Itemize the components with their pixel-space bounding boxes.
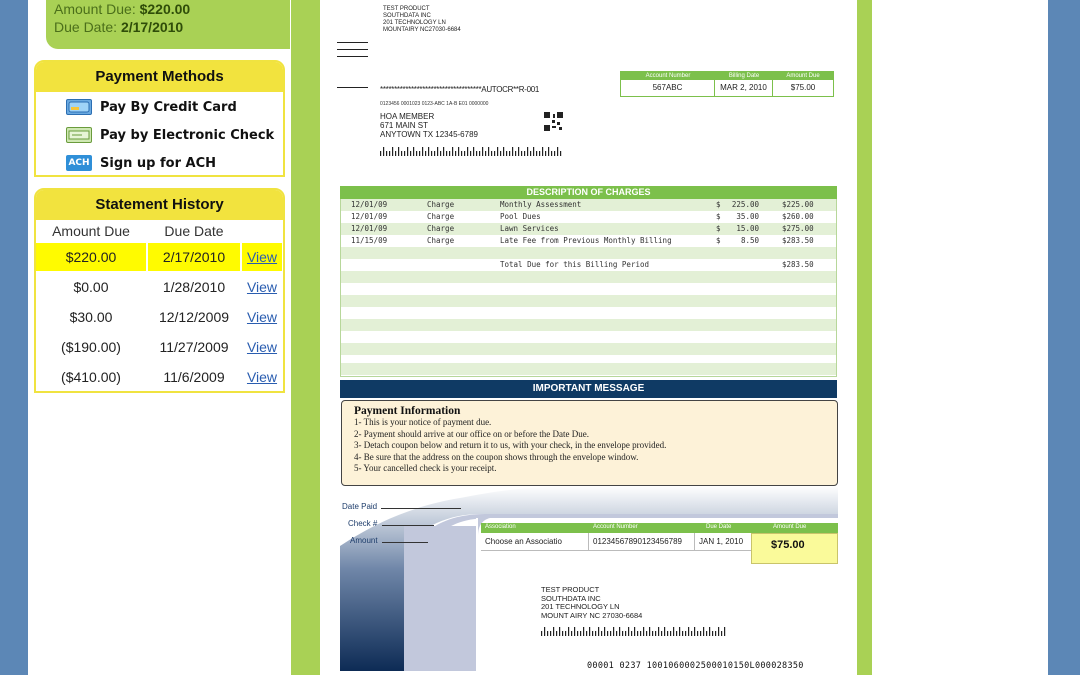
barcode-bar (652, 631, 653, 636)
barcode-bar (419, 151, 420, 156)
barcode-bar (518, 147, 519, 156)
barcode-bar (536, 151, 537, 156)
barcode-bar (622, 631, 623, 636)
barcode-bar (515, 151, 516, 156)
barcode-bar (551, 151, 552, 156)
barcode-bar (482, 147, 483, 156)
barcode-bar (554, 151, 555, 156)
amount-field[interactable]: Amount (350, 536, 428, 545)
due-date-line: Due Date: 2/17/2010 (54, 19, 184, 35)
statement-history-title: Statement History (36, 190, 283, 220)
charges-total-row: Total Due for this Billing Period $283.50 (500, 260, 814, 269)
barcode-bar (580, 631, 581, 636)
barcode-bar (440, 151, 441, 156)
coupon-account-number: 0123456789012345678​9 (593, 537, 682, 546)
barcode-bar (553, 627, 554, 636)
barcode-bar (685, 631, 686, 636)
barcode-bar (724, 627, 725, 636)
barcode-bar (506, 151, 507, 156)
barcode-bar (709, 627, 710, 636)
view-statement-link[interactable]: View (246, 249, 278, 265)
barcode-bar (544, 627, 545, 636)
barcode-bar (389, 151, 390, 156)
barcode-bar (682, 631, 683, 636)
barcode-bar (491, 151, 492, 156)
barcode-bar (413, 147, 414, 156)
barcode-bar (416, 151, 417, 156)
barcode-bar (577, 631, 578, 636)
fold-mark (337, 56, 368, 57)
barcode-bar (548, 147, 549, 156)
barcode-bar (383, 147, 384, 156)
barcode-bar (437, 147, 438, 156)
amount-due-line: Amount Due: $220.00 (54, 1, 191, 17)
barcode-bar (583, 627, 584, 636)
barcode-bar (607, 631, 608, 636)
barcode-bar (541, 631, 542, 636)
barcode-bar (718, 627, 719, 636)
barcode-bar (485, 151, 486, 156)
payment-methods-title: Payment Methods (36, 62, 283, 92)
association-select[interactable]: Choose an Associatio (485, 537, 562, 546)
barcode-bar (589, 627, 590, 636)
barcode-bar (640, 631, 641, 636)
barcode-bar (628, 627, 629, 636)
barcode-bar (545, 151, 546, 156)
charges-title: DESCRIPTION OF CHARGES (340, 186, 837, 199)
barcode-bar (467, 147, 468, 156)
barcode-bar (694, 627, 695, 636)
barcode-bar (592, 631, 593, 636)
barcode-bar (676, 631, 677, 636)
barcode-bar (568, 627, 569, 636)
barcode-bar (401, 151, 402, 156)
barcode-bar (655, 631, 656, 636)
credit-card-icon (66, 99, 92, 115)
barcode-bar (479, 151, 480, 156)
barcode-bar (422, 147, 423, 156)
barcode-bar (664, 627, 665, 636)
history-row: $0.00 1/28/2010 View (73, 279, 278, 295)
payment-methods-panel (34, 60, 285, 177)
ach-icon: ACH (66, 155, 92, 171)
scanline-small: 0123456 0001023 0123-ABC 1A-B E01 0000000 (380, 101, 489, 107)
barcode-bar (595, 631, 596, 636)
barcode-bar (476, 151, 477, 156)
barcode-bar (661, 631, 662, 636)
date-paid-field[interactable]: Date Paid (342, 502, 461, 511)
barcode-bar (407, 147, 408, 156)
amount-due-table-value: $75.00 (790, 83, 816, 92)
barcode-bar (533, 147, 534, 156)
barcode-bar (559, 627, 560, 636)
barcode-bar (610, 631, 611, 636)
barcode-bar (691, 631, 692, 636)
barcode-bar (527, 147, 528, 156)
coupon-swoosh-graphic (340, 486, 838, 675)
barcode-bar (380, 151, 381, 156)
barcode-bar (443, 147, 444, 156)
barcode-bar (586, 631, 587, 636)
barcode-bar (434, 151, 435, 156)
sign-up-ach-link[interactable]: ACH Sign up for ACH (36, 149, 283, 177)
barcode-bar (512, 147, 513, 156)
barcode-bar (470, 151, 471, 156)
barcode-bar (658, 627, 659, 636)
barcode-bar (646, 631, 647, 636)
barcode-bar (625, 631, 626, 636)
barcode-bar (700, 631, 701, 636)
amount-due-value: $220.00 (139, 1, 191, 17)
barcode-bar (395, 151, 396, 156)
return-postal-barcode (541, 627, 727, 636)
barcode-bar (598, 627, 599, 636)
pay-credit-card-link[interactable]: Pay By Credit Card (36, 93, 283, 121)
barcode-bar (604, 627, 605, 636)
history-row: $30.00 12/12/2009 View (69, 309, 278, 325)
barcode-bar (497, 147, 498, 156)
view-statement-link[interactable]: View (246, 279, 278, 295)
history-row: ($190.00) 11/27/2009 View (61, 339, 278, 355)
history-row: ($410.00) 11/6/2009 View (61, 369, 278, 385)
barcode-bar (556, 631, 557, 636)
barcode-bar (673, 627, 674, 636)
barcode-bar (464, 151, 465, 156)
barcode-bar (565, 631, 566, 636)
barcode-bar (721, 631, 722, 636)
barcode-bar (550, 631, 551, 636)
coupon-header: Association Account Number Due Date Amount Due (481, 523, 838, 533)
barcode-bar (634, 627, 635, 636)
payment-information-title: Payment Information (354, 405, 461, 417)
coupon-due-date: JAN 1, 2010 (699, 537, 744, 546)
barcode-bar (697, 631, 698, 636)
barcode-bar (494, 151, 495, 156)
barcode-bar (706, 631, 707, 636)
barcode-bar (428, 147, 429, 156)
due-date-value: 2/17/2010 (120, 19, 184, 35)
coupon-amount-due: $75.00 (751, 533, 838, 564)
view-statement-link[interactable]: View (246, 339, 278, 355)
recipient-address: HOA MEMBER 671 MAIN ST ANYTOWN TX 12345-6789 (380, 112, 478, 139)
barcode-bar (560, 151, 561, 156)
barcode-bar (667, 631, 668, 636)
barcode-bar (392, 147, 393, 156)
billing-date-value: MAR 2, 2010 (715, 80, 773, 96)
view-statement-link[interactable]: View (246, 309, 278, 325)
important-message-title: IMPORTANT MESSAGE (340, 380, 837, 398)
barcode-bar (703, 627, 704, 636)
barcode-bar (649, 627, 650, 636)
barcode-bar (458, 147, 459, 156)
barcode-bar (547, 631, 548, 636)
barcode-bar (539, 151, 540, 156)
charges-table (340, 199, 837, 377)
barcode-bar (571, 631, 572, 636)
barcode-bar (398, 147, 399, 156)
barcode-bar (473, 147, 474, 156)
fold-mark (337, 49, 368, 50)
barcode-bar (530, 151, 531, 156)
barcode-bar (557, 147, 558, 156)
barcode-bar (562, 631, 563, 636)
barcode-bar (500, 151, 501, 156)
pay-electronic-check-link[interactable]: Pay by Electronic Check (36, 121, 283, 149)
barcode-bar (521, 151, 522, 156)
barcode-bar (404, 151, 405, 156)
barcode-bar (688, 627, 689, 636)
barcode-bar (616, 631, 617, 636)
barcode-bar (542, 147, 543, 156)
barcode-bar (386, 151, 387, 156)
fold-mark (337, 42, 368, 43)
barcode-bar (446, 151, 447, 156)
sender-address: TEST PRODUCT SOUTHDATA INC 201 TECHNOLOGY LN MOUNTAIRY NC27030-6684 (383, 6, 461, 33)
barcode-bar (488, 147, 489, 156)
barcode-bar (509, 151, 510, 156)
barcode-bar (637, 631, 638, 636)
barcode-bar (712, 631, 713, 636)
charge-row: 12/01/09 Charge Monthly Assessment $ 225.00 $225.00 (341, 199, 836, 211)
statement-history-panel (34, 188, 285, 393)
barcode-bar (601, 631, 602, 636)
ocr-scanline: 00001 0237 1001060002500010150L000028350 (587, 661, 804, 671)
barcode-bar (410, 151, 411, 156)
check-number-field[interactable]: Check # (348, 519, 434, 528)
barcode-bar (619, 627, 620, 636)
history-row: $220.00 2/17/2010 View (36, 242, 283, 272)
autocr-line: ************************************AUTOCR**R-001 (380, 85, 540, 94)
account-info-table: Account Number Billing Date Amount Due 567ABC MAR 2, 2010 $75.00 (620, 71, 834, 97)
barcode-bar (425, 151, 426, 156)
history-header: Amount Due Due Date (52, 223, 224, 239)
barcode-bar (524, 151, 525, 156)
qr-code-icon (544, 112, 563, 131)
barcode-bar (574, 627, 575, 636)
fold-mark (337, 87, 368, 88)
payment-information-box: Payment Information 1- This is your notice of payment due. 2- Payment should arrive at our office on or before the Date Due. 3- Detach coupon below and return it to us, with your check, in the envelope provided. 4- Be sure that the address on the coupon shows through the envelope window. 5- Your cancelled check is your receipt. (341, 400, 838, 486)
barcode-bar (631, 631, 632, 636)
barcode-bar (452, 147, 453, 156)
charge-row: 12/01/09 Charge Pool Dues $ 35.00 $260.00 (351, 212, 814, 221)
check-icon (66, 127, 92, 143)
barcode-bar (679, 627, 680, 636)
charge-row: 11/15/09 Charge Late Fee from Previous Monthly Billing $ 8.50 $283.50 (351, 236, 814, 245)
return-address: TEST PRODUCT SOUTHDATA INC 201 TECHNOLOGY LN MOUNT AIRY NC 27030-6684 (541, 585, 643, 620)
view-statement-link[interactable]: View (246, 369, 278, 385)
barcode-bar (643, 627, 644, 636)
barcode-bar (613, 627, 614, 636)
charge-row: 12/01/09 Charge Lawn Services $ 15.00 $275.00 (341, 223, 836, 235)
account-number-value: 567ABC (621, 80, 715, 96)
barcode-bar (503, 147, 504, 156)
barcode-bar (670, 631, 671, 636)
postal-barcode (380, 147, 564, 156)
barcode-bar (449, 151, 450, 156)
barcode-bar (455, 151, 456, 156)
account-summary (46, 0, 290, 49)
barcode-bar (715, 631, 716, 636)
barcode-bar (431, 151, 432, 156)
barcode-bar (461, 151, 462, 156)
